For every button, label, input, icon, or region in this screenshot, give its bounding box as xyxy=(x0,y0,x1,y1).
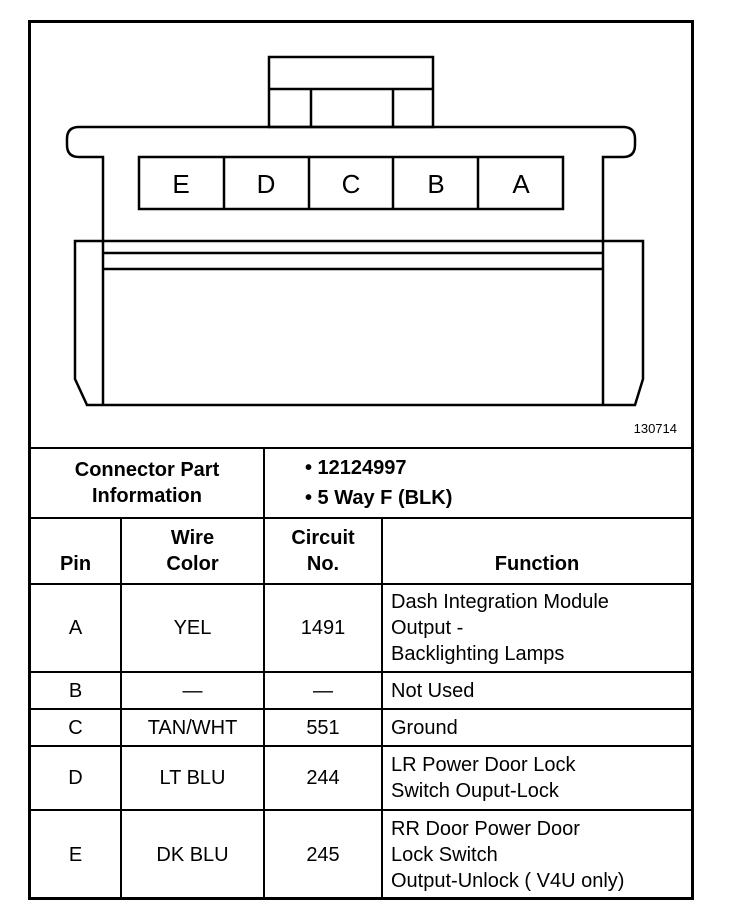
header-circuit: Circuit No. xyxy=(264,518,382,584)
function-cell: Not Used xyxy=(382,672,691,709)
header-wire-color: Wire Color xyxy=(121,518,264,584)
pinout-table xyxy=(31,447,691,898)
connector-type: • 5 Way F (BLK) xyxy=(305,487,453,509)
function-cell: LR Power Door Lock Switch Ouput-Lock xyxy=(382,746,691,810)
connector-part-info-values xyxy=(264,448,691,518)
pin-label-d: D xyxy=(256,169,276,199)
table-header-row xyxy=(31,518,691,584)
connector-part-info-label: Connector Part Information xyxy=(31,448,264,518)
table-row: A YEL 1491 Dash Integration Module Output - Backlighting Lamps xyxy=(31,584,691,672)
table-row: C TAN/WHT 551 Ground xyxy=(31,709,691,746)
connector-diagram-frame xyxy=(28,20,694,900)
pin-label-b: B xyxy=(427,169,445,199)
pin-label-c: C xyxy=(341,169,361,199)
pin-label-a: A xyxy=(512,169,530,199)
function-cell: Ground xyxy=(382,709,691,746)
header-function: Function xyxy=(382,518,691,584)
figure-id: 130714 xyxy=(633,421,677,436)
table-row: E DK BLU 245 RR Door Power Door Lock Switch Output-Unlock ( V4U only) xyxy=(31,810,691,898)
function-cell: Dash Integration Module Output - Backlighting Lamps xyxy=(382,584,691,672)
connector-latch xyxy=(269,57,433,127)
header-pin: Pin xyxy=(31,518,121,584)
pin-label-e: E xyxy=(172,169,190,199)
table-row: D LT BLU 244 LR Power Door Lock Switch Ouput-Lock xyxy=(31,746,691,810)
part-number: • 12124997 xyxy=(305,457,407,479)
connector-drawing xyxy=(31,23,691,447)
connector-part-info-row xyxy=(31,448,691,518)
table-row: B — — Not Used xyxy=(31,672,691,709)
function-cell: RR Door Power Door Lock Switch Output-Unlock ( V4U only) xyxy=(382,810,691,898)
